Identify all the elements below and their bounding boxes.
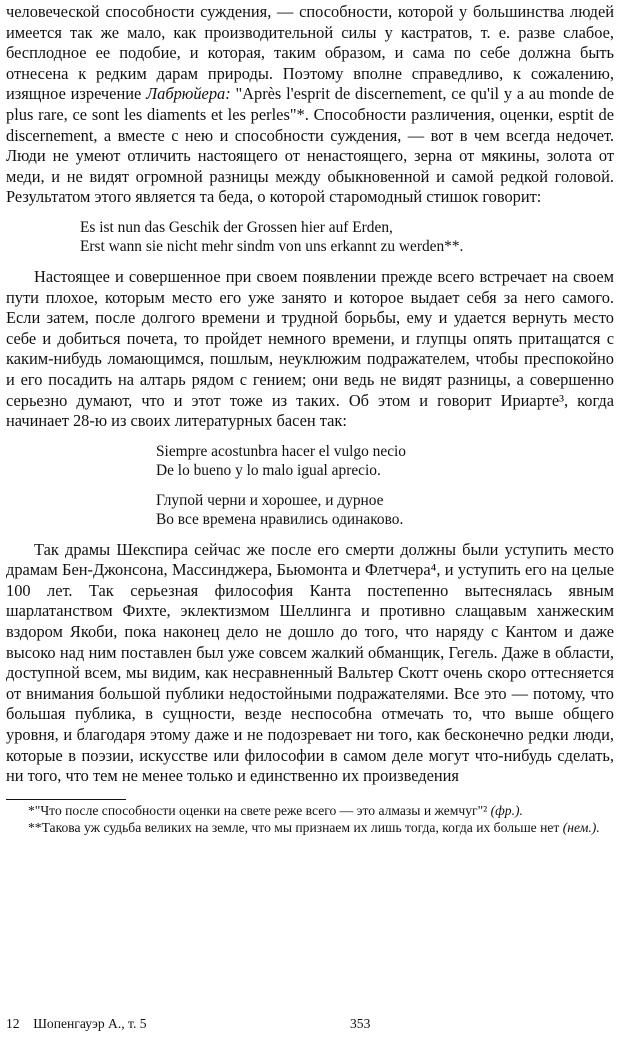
paragraph-1 bbox=[6, 2, 614, 208]
verse-spanish-line-1: Siempre acostunbra hacer el vulgo necio bbox=[156, 442, 407, 460]
footnote-2-lang: (нем.). bbox=[562, 819, 600, 835]
author-name-labruyere: Лабрюйера: bbox=[146, 84, 231, 104]
verse-russian-line-1: Глупой черни и хорошее, и дурное bbox=[156, 491, 384, 509]
footnote-1-lang: (фр.). bbox=[490, 802, 523, 818]
footnote-divider bbox=[6, 799, 126, 800]
page-number: 353 bbox=[350, 1016, 371, 1031]
verse-german bbox=[6, 218, 614, 257]
verse-german-line-2: Erst wann sie nicht mehr sindm von uns erkannt zu werden**. bbox=[80, 238, 464, 256]
footnote-1-text: *"Что после способности оценки на свете реже всего — это алмазы и жемчуг"² bbox=[28, 802, 491, 818]
footnote-2 bbox=[6, 820, 614, 837]
verse-german-line-1: Es ist nun das Geschik der Grossen hier auf Erden, bbox=[80, 218, 393, 236]
footnote-2-text: **Такова уж судьба великих на земле, что мы признаем их лишь тогда, когда их больше нет bbox=[28, 819, 563, 835]
paragraph-1-part-1: человеческой способности суждения, — способности, которой у большинства людей имеется так же мало, как производительной силы у кастратов, т. е. разве слабое, бесплодное ее подобие, и которая, таким образом, и сама по себе должна быть отнесена к редким дарам природы. Поэтому вполне справедливо, к сожалению, изящное изречение bbox=[6, 2, 614, 104]
paragraph-3: Так драмы Шекспира сейчас же после его смерти должны были уступить место драмам Бен-Джонсона, Массинджера, Бьюмонта и Флетчера⁴, и уступить его на целые 100 лет. Так серьезная философия Канта постепенно вытеснялась явным шарлатанством Фихте, эклектизмом Шеллинга и противно слащавым ханжеским вздором Якоби, пока наконец дело не дошло до того, что наряду с Кантом и даже высоко над ним поставлен был уже совсем жалкий обманщик, Гегель. Даже в области, доступной всем, мы видим, как несравненный Вальтер Скотт очень скоро оттесняется от внимания большой публики недостойными подражателями. Все это — потому, что большая публика, в сущности, везде неспособна отмечать то, что выше общего уровня, и благодаря этому даже и не подозревает ни того, как бесконечно редки люди, которые в поэзии, искусстве или философии в самом деле могут что-нибудь сделать, ни того, что тем не менее только и единственно их произведения bbox=[6, 539, 614, 786]
page-text bbox=[6, 2, 614, 836]
verse-russian bbox=[6, 491, 614, 530]
verse-spanish-line-2: De lo bueno y lo malo igual aprecio. bbox=[156, 462, 381, 480]
paragraph-2: Настоящее и совершенное при своем появлении прежде всего встречает на своем пути плохое, которым место его уже занято и которое выдает себя за него самого. Если затем, после долгого времени и трудной борьбы, ему и удается вернуть место себе и добиться почета, то пройдет немного времени, и глупцы опять притащатся с каким-нибудь ломающимся, пошлым, неуклюжим подражателем, чтобы преспокойно и его посадить на алтарь рядом с гением; они ведь не видят разницы, а совершенно серьезно думают, что и этот тоже из таких. Об этом и говорит Ириарте³, когда начинает 28-ю из своих литературных басен так: bbox=[6, 266, 614, 431]
verse-spanish bbox=[6, 442, 614, 481]
verse-russian-line-2: Во все времена нравились одинаково. bbox=[156, 511, 404, 529]
paragraph-1-part-2: "Après l'esprit de discernement, ce qu'il y a au monde de plus rare, ce sont les diaments et les perles"*. Способности различения, оценки, esptit de discernement, а вместе с нею и способности суждения, — вот в чем всегда недочет. Люди не умеют отличить настоящего от ненастоящего, зерна от мякины, золота от меди, и не видят огромной разницы между обыкновенной и самой редкой головой. Результатом этого является та беда, о которой старомодный стишок говорит: bbox=[6, 84, 614, 207]
footnote-1 bbox=[6, 803, 614, 820]
signature-mark: 12 Шопенгауэр А., т. 5 bbox=[6, 1016, 147, 1031]
